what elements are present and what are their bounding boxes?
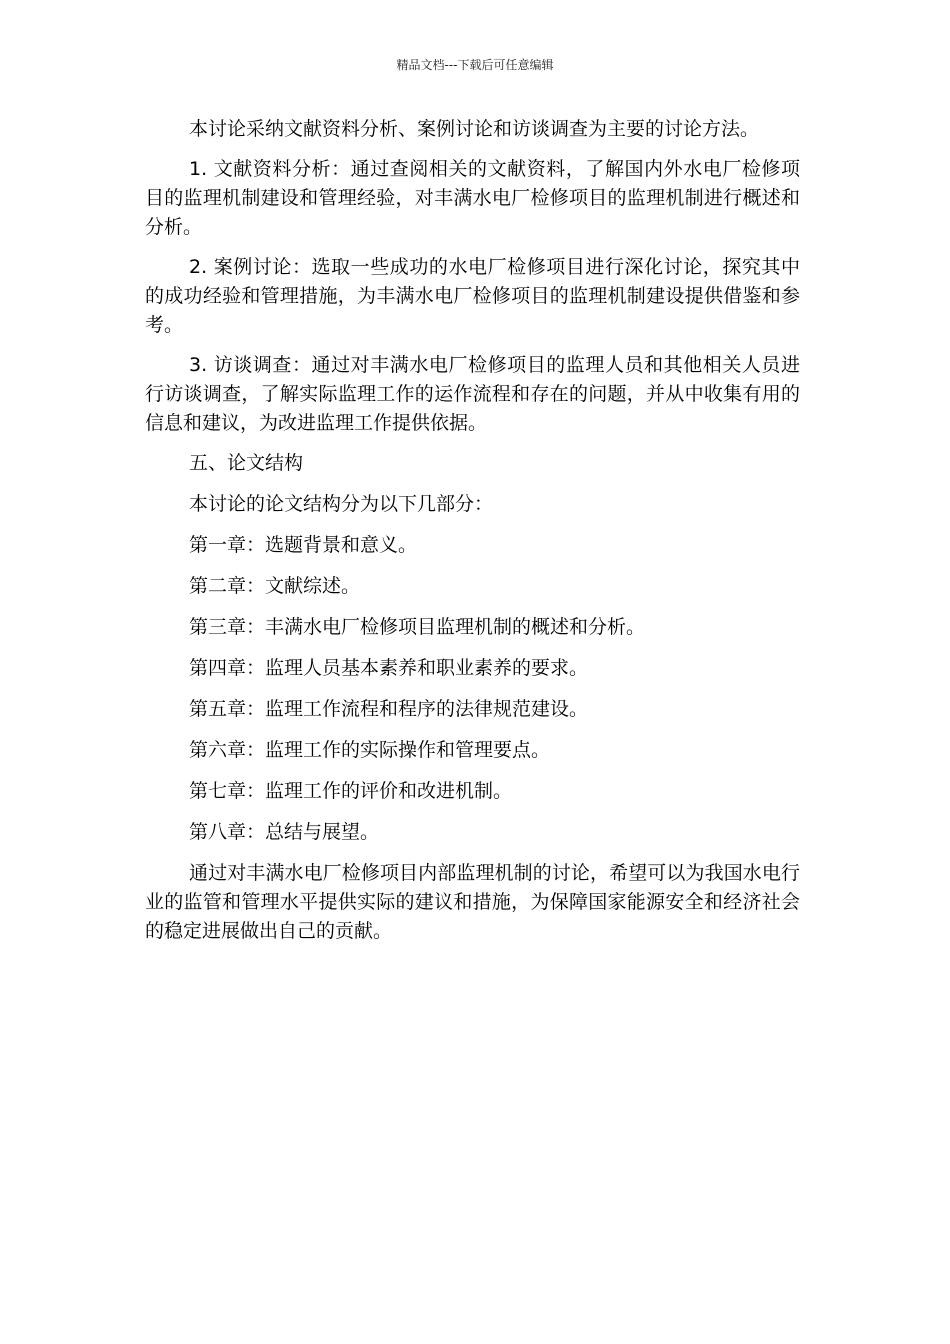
- paragraph-conclusion: 通过对丰满水电厂检修项目内部监理机制的讨论，希望可以为我国水电行业的监管和管理水平提供实际的建议和措施，为保障国家能源安全和经济社会的稳定进展做出自己的贡献。: [145, 862, 800, 942]
- chapter-item-6: 第六章：监理工作的实际操作和管理要点。: [189, 739, 551, 761]
- paragraph-interview-survey: 3. 访谈调查：通过对丰满水电厂检修项目的监理人员和其他相关人员进行访谈调查，了解实际监理工作的运作流程和存在的问题，并从中收集有用的信息和建议，为改进监理工作提供依据。: [145, 354, 800, 434]
- section-heading-thesis-structure: 五、论文结构: [189, 452, 304, 474]
- page-header-note: 精品文档---下载后可任意编辑: [396, 58, 554, 72]
- chapter-item-5: 第五章：监理工作流程和程序的法律规范建设。: [189, 698, 589, 720]
- document-body: [145, 115, 800, 957]
- chapter-item-8: 第八章：总结与展望。: [189, 821, 380, 843]
- paragraph-structure-intro: 本讨论的论文结构分为以下几部分：: [189, 493, 494, 515]
- chapter-item-4: 第四章：监理人员基本素养和职业素养的要求。: [189, 657, 589, 679]
- chapter-item-7: 第七章：监理工作的评价和改进机制。: [189, 780, 513, 802]
- paragraph-case-study: 2. 案例讨论：选取一些成功的水电厂检修项目进行深化讨论，探究其中的成功经验和管理措施，为丰满水电厂检修项目的监理机制建设提供借鉴和参考。: [145, 256, 800, 336]
- chapter-item-3: 第三章：丰满水电厂检修项目监理机制的概述和分析。: [189, 616, 646, 638]
- chapter-item-1: 第一章：选题背景和意义。: [189, 534, 418, 556]
- chapter-item-2: 第二章：文献综述。: [189, 575, 361, 597]
- paragraph-literature-analysis: 1. 文献资料分析：通过查阅相关的文献资料，了解国内外水电厂检修项目的监理机制建设和管理经验，对丰满水电厂检修项目的监理机制进行概述和分析。: [145, 158, 800, 238]
- paragraph-methods-intro: 本讨论采纳文献资料分析、案例讨论和访谈调查为主要的讨论方法。: [189, 118, 760, 140]
